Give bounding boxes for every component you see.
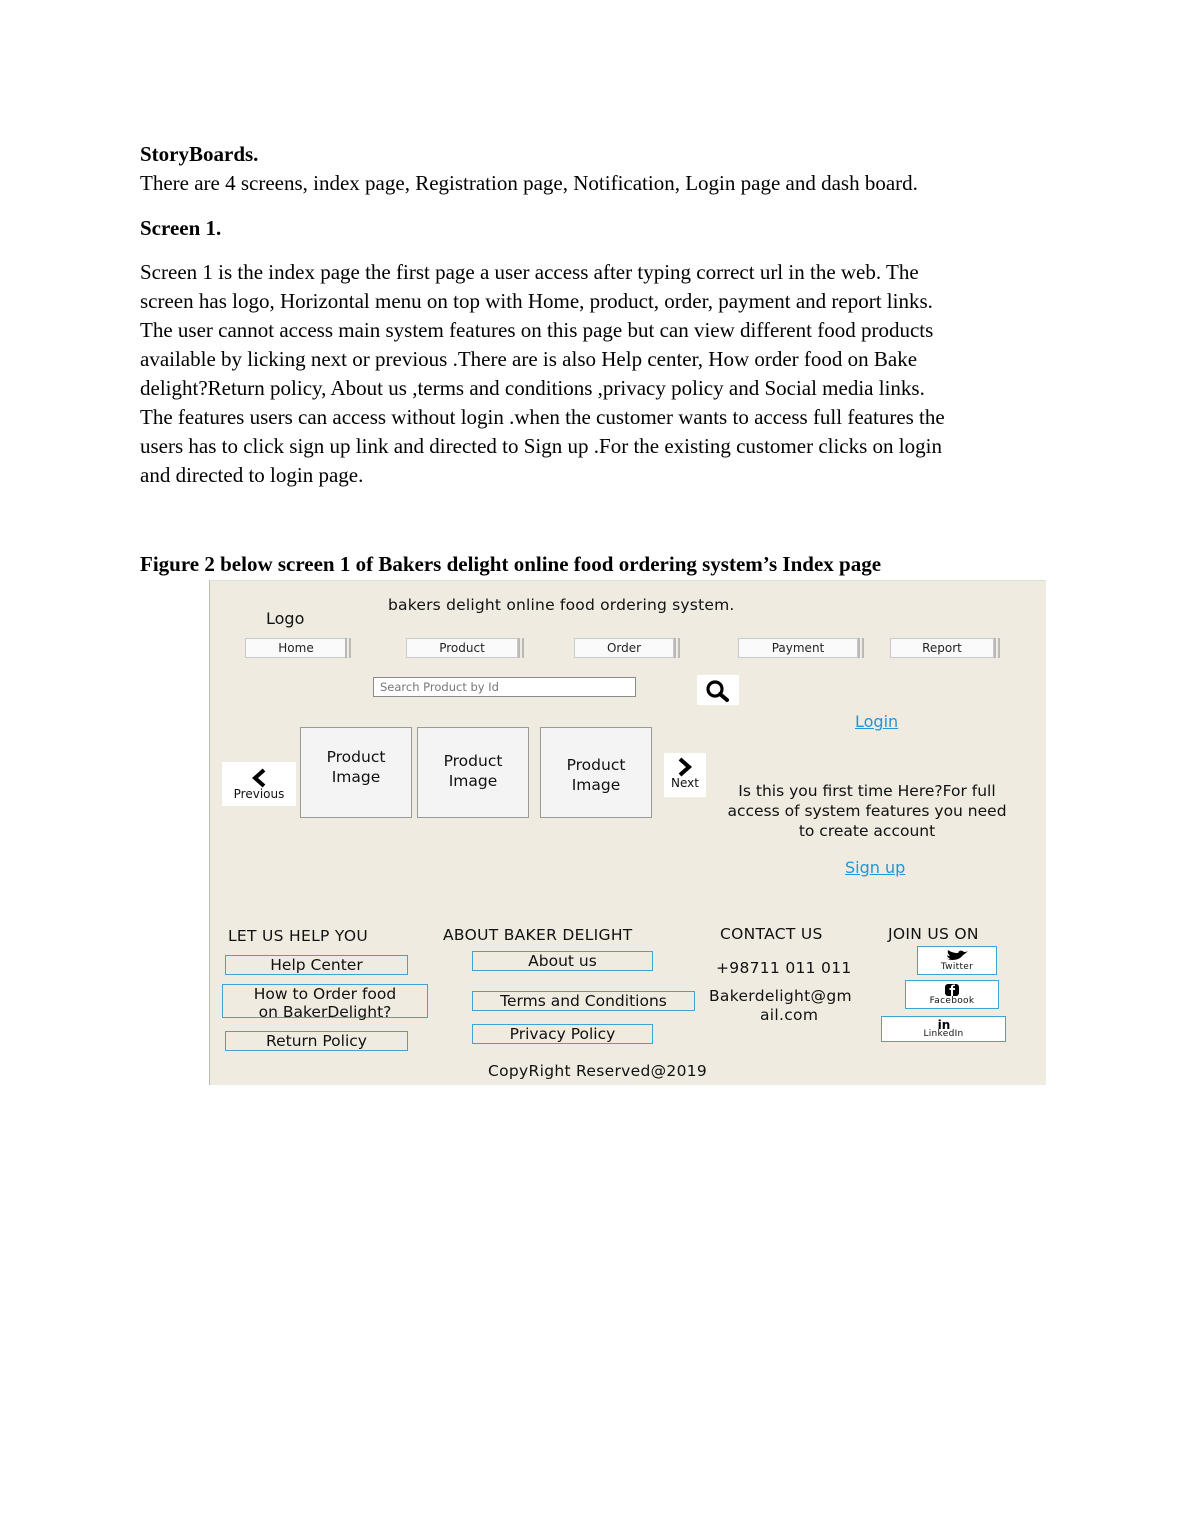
- previous-button[interactable]: [222, 762, 296, 806]
- how-to-order-line: on BakerDelight?: [258, 1003, 392, 1021]
- figure-caption: Figure 2 below screen 1 of Bakers delight online food ordering system’s Index page: [140, 552, 882, 576]
- contact-heading: CONTACT US: [720, 925, 823, 943]
- how-to-order-line: How to Order food: [253, 985, 397, 1003]
- search-button[interactable]: [697, 675, 739, 705]
- next-label: Next: [671, 776, 699, 790]
- product-label: Image: [571, 776, 621, 794]
- help-heading: LET US HELP YOU: [228, 927, 368, 945]
- storyboards-heading: StoryBoards.: [140, 142, 259, 166]
- nav-separator: [345, 638, 351, 658]
- contact-email-line: Bakerdelight@gm: [709, 987, 852, 1005]
- product-image-card[interactable]: [300, 727, 412, 818]
- chevron-left-icon: [249, 767, 269, 789]
- paragraph-line: screen has logo, Horizontal menu on top with Home, product, order, payment and report links.: [140, 289, 933, 313]
- paragraph-line: and directed to login page.: [140, 463, 364, 487]
- contact-email-line: ail.com: [760, 1006, 819, 1024]
- search-input[interactable]: Search Product by Id: [373, 677, 636, 697]
- svg-text:in: in: [937, 1019, 950, 1030]
- nav-home[interactable]: Home: [245, 638, 347, 658]
- paragraph-line: available by licking next or previous .There are is also Help center, How order food on Bake: [140, 347, 918, 371]
- product-image-card[interactable]: [540, 727, 652, 818]
- copyright: CopyRight Reserved@2019: [488, 1062, 708, 1080]
- product-label: Image: [448, 772, 498, 790]
- facebook-button[interactable]: [905, 980, 999, 1009]
- terms-link[interactable]: Terms and Conditions: [472, 991, 695, 1011]
- product-label: Product: [326, 748, 386, 766]
- paragraph-line: users has to click sign up link and directed to Sign up .For the existing customer clicks on login: [140, 434, 942, 458]
- help-center-link[interactable]: Help Center: [225, 955, 408, 975]
- paragraph-line: delight?Return policy, About us ,terms and conditions ,privacy policy and Social media links.: [140, 376, 925, 400]
- nav-separator: [994, 638, 1000, 658]
- twitter-icon: [944, 949, 970, 963]
- linkedin-label: LinkedIn: [923, 1029, 964, 1039]
- app-title: bakers delight online food ordering system.: [388, 596, 735, 614]
- logo[interactable]: Logo: [266, 609, 305, 628]
- privacy-policy-link[interactable]: Privacy Policy: [472, 1024, 653, 1044]
- twitter-button[interactable]: [917, 946, 997, 975]
- first-time-info: Is this you first time Here?For full access of system features you need to create account: [727, 782, 1007, 840]
- product-label: Product: [566, 756, 626, 774]
- facebook-label: Facebook: [929, 996, 975, 1006]
- next-button[interactable]: [664, 753, 706, 797]
- search-icon: [697, 675, 739, 705]
- twitter-label: Twitter: [940, 962, 974, 972]
- previous-label: Previous: [233, 787, 285, 801]
- how-to-order-link[interactable]: [222, 984, 428, 1021]
- nav-separator: [518, 638, 524, 658]
- chevron-right-icon: [675, 756, 695, 778]
- nav-separator: [858, 638, 864, 658]
- contact-phone: +98711 011 011: [716, 959, 852, 977]
- paragraph-line: The features users can access without login .when the customer wants to access full features the: [140, 405, 945, 429]
- nav-payment[interactable]: Payment: [738, 638, 858, 658]
- product-label: Image: [331, 768, 381, 786]
- screen-1-heading: Screen 1.: [140, 216, 222, 240]
- index-page-wireframe: [209, 580, 1046, 1085]
- about-heading: ABOUT BAKER DELIGHT: [443, 926, 633, 944]
- facebook-icon: [944, 983, 960, 997]
- screen-1-description: [140, 258, 1050, 490]
- nav-report[interactable]: Report: [890, 638, 994, 658]
- return-policy-link[interactable]: Return Policy: [225, 1031, 408, 1051]
- join-heading: JOIN US ON: [888, 925, 979, 943]
- nav-separator: [674, 638, 680, 658]
- product-label: Product: [443, 752, 503, 770]
- signup-link[interactable]: Sign up: [845, 858, 906, 877]
- login-link[interactable]: Login: [855, 712, 899, 731]
- linkedin-button[interactable]: [881, 1016, 1006, 1042]
- product-image-card[interactable]: [417, 727, 529, 818]
- about-us-link[interactable]: About us: [472, 951, 653, 971]
- paragraph-line: The user cannot access main system features on this page but can view different food products: [140, 318, 934, 342]
- intro-text: There are 4 screens, index page, Registration page, Notification, Login page and dash board.: [140, 171, 918, 195]
- paragraph-line: Screen 1 is the index page the first page a user access after typing correct url in the web. The: [140, 260, 919, 284]
- nav-order[interactable]: Order: [574, 638, 674, 658]
- nav-product[interactable]: Product: [406, 638, 518, 658]
